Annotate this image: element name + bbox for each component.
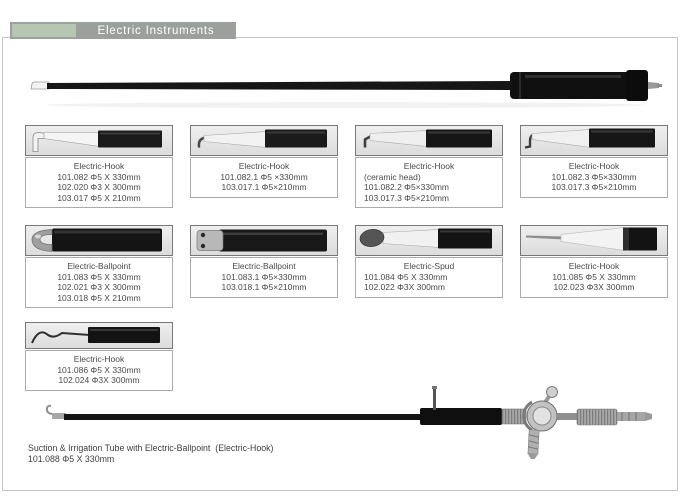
- electric-hook-l-tip-photo: [521, 126, 667, 155]
- product-code: 101.082.3 Φ5×330mm: [551, 171, 637, 182]
- product-photo: [25, 225, 173, 256]
- product-title: Electric-Hook: [73, 161, 125, 171]
- product-subtitle: (ceramic head): [364, 171, 421, 182]
- product-code: 103.018.1 Φ5×210mm: [221, 282, 307, 292]
- product-code: 103.017.3 Φ5×210mm: [551, 182, 637, 192]
- product-code: 101.082 Φ5 X 330mm: [57, 171, 141, 182]
- product-card: [520, 125, 668, 198]
- product-photo: [355, 225, 503, 256]
- product-title: Electric-Hook: [403, 161, 455, 171]
- product-title: Electric-Hook: [568, 161, 620, 171]
- product-title: Electric-Ballpoint: [67, 261, 131, 271]
- product-info: [190, 157, 338, 198]
- page-title: Electric Instruments: [97, 24, 215, 37]
- product-photo: [190, 225, 338, 256]
- electric-hook-curved-tip-photo: [191, 126, 337, 155]
- product-code: 101.082.2 Φ5×330mm: [364, 182, 449, 192]
- product-card: [520, 225, 668, 298]
- top-instrument-photo-electric-hook: [25, 62, 665, 110]
- product-info: [25, 257, 173, 308]
- electric-hook-long-photo: [25, 62, 665, 110]
- electric-needle-tip-photo: [521, 226, 667, 255]
- footer-code: 101.088 Φ5 X 330mm: [28, 454, 115, 464]
- product-info: [25, 157, 173, 208]
- product-code: 102.020 Φ3 X 300mm: [57, 182, 141, 192]
- product-title: Electric-Ballpoint: [232, 261, 296, 271]
- product-code: 103.018 Φ5 X 210mm: [57, 292, 141, 303]
- footer-caption-text: Suction & Irrigation Tube with Electric-Ballpoint (Electric-Hook): [28, 443, 274, 453]
- footer-caption: [28, 443, 273, 465]
- product-title: Electric-Hook: [568, 261, 620, 271]
- product-card: [355, 125, 503, 208]
- electric-ballpoint-close-up-photo: [26, 226, 172, 255]
- product-code: 102.021 Φ3 X 300mm: [57, 282, 141, 292]
- electric-wave-blade-photo: [26, 323, 172, 348]
- product-code: 101.083 Φ5 X 330mm: [57, 271, 141, 282]
- electric-ballpoint-side-photo: [191, 226, 337, 255]
- product-code: 101.085 Φ5 X 330mm: [552, 271, 636, 282]
- product-code: 103.017.3 Φ5×210mm: [364, 192, 449, 203]
- product-code: 101.083.1 Φ5×330mm: [221, 271, 307, 282]
- electric-spud-disc-tip-photo: [356, 226, 502, 255]
- product-code: 101.082.1 Φ5 ×330mm: [220, 171, 308, 182]
- header-bar: [10, 22, 236, 39]
- product-photo: [355, 125, 503, 156]
- product-code: 102.023 Φ3X 300mm: [553, 282, 635, 292]
- product-info: [355, 157, 503, 208]
- product-title: Electric-Hook: [73, 354, 125, 364]
- product-photo: [25, 322, 173, 349]
- product-photo: [520, 225, 668, 256]
- product-card: [25, 225, 173, 308]
- electric-hook-angled-tip-photo: [26, 126, 172, 155]
- product-photo: [520, 125, 668, 156]
- product-card: [190, 225, 338, 298]
- product-code: 102.022 Φ3X 300mm: [364, 282, 445, 292]
- product-code: 101.084 Φ5 X 330mm: [364, 271, 448, 282]
- product-code: 102.024 Φ3X 300mm: [58, 375, 140, 385]
- product-info: [520, 257, 668, 298]
- product-info: [355, 257, 503, 298]
- product-code: 103.017.1 Φ5×210mm: [221, 182, 307, 192]
- product-code: 101.086 Φ5 X 330mm: [57, 364, 141, 375]
- product-info: [520, 157, 668, 198]
- product-title: Electric-Hook: [238, 161, 290, 171]
- product-photo: [25, 125, 173, 156]
- product-card: [355, 225, 503, 298]
- product-title: Electric-Spud: [403, 261, 455, 271]
- product-card: [190, 125, 338, 198]
- product-info: [190, 257, 338, 298]
- product-photo: [190, 125, 338, 156]
- product-card: [25, 125, 173, 208]
- product-code: 103.017 Φ5 X 210mm: [57, 192, 141, 203]
- header-accent-block: [12, 24, 76, 37]
- electric-hook-ceramic-head-photo: [356, 126, 502, 155]
